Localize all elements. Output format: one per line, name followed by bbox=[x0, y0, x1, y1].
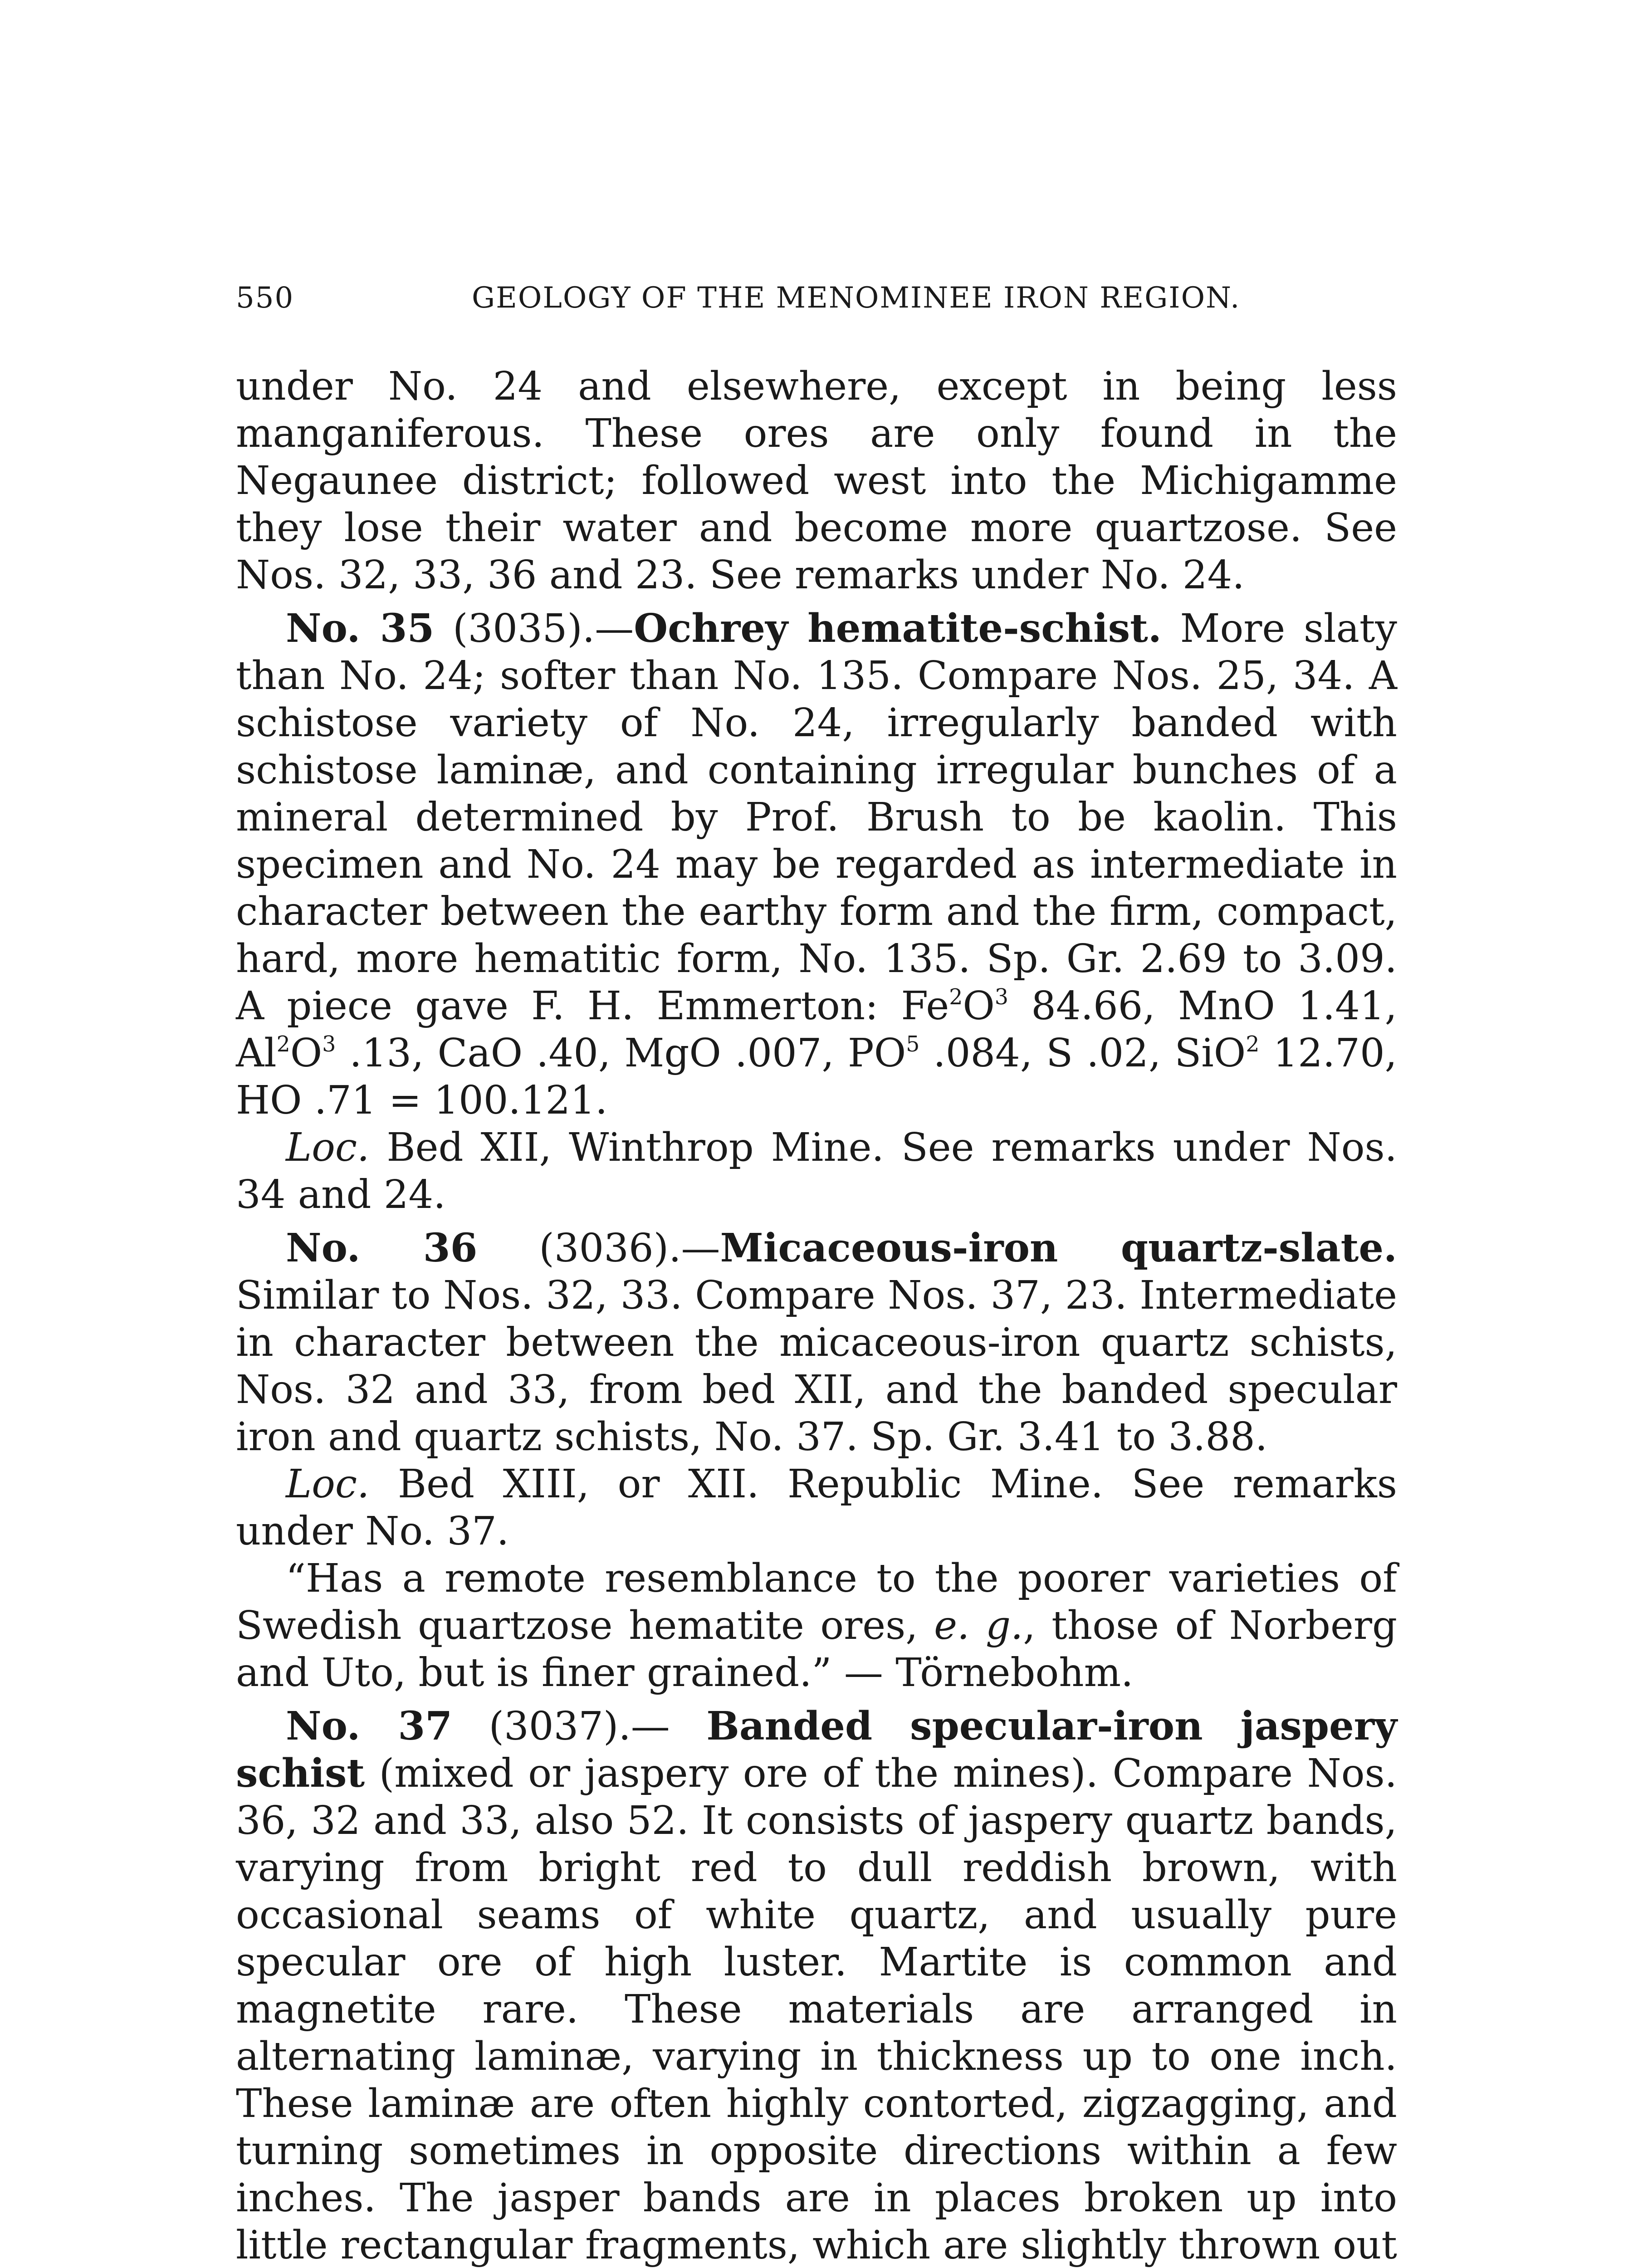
subscript-number: 3 bbox=[322, 1031, 336, 1057]
subscript-number: 5 bbox=[906, 1031, 920, 1057]
entry-number: No. 36 bbox=[286, 1225, 478, 1271]
entry-title: Banded specular-iron jaspery schist bbox=[236, 1703, 1397, 1796]
entry-no-35 bbox=[236, 605, 1397, 1124]
entry-no-37 bbox=[236, 1703, 1397, 2268]
quote-text: , those of Norberg and Uto, but is finer grained.” — Törnebohm. bbox=[236, 1603, 1398, 1696]
formula-text: 84.66, MnO 1.41, Al bbox=[236, 983, 1397, 1076]
subscript-number: 3 bbox=[994, 984, 1008, 1010]
entry-number: No. 35 bbox=[286, 606, 435, 651]
subscript-number: 2 bbox=[949, 984, 963, 1010]
running-title: GEOLOGY OF THE MENOMINEE IRON REGION. bbox=[472, 281, 1241, 315]
page-number: 550 bbox=[236, 281, 294, 315]
locality-text: Bed XII, Winthrop Mine. See remarks under Nos. 34 and 24. bbox=[236, 1125, 1397, 1217]
subscript-number: 2 bbox=[276, 1031, 290, 1057]
locality-text: Bed XIII, or XII. Republic Mine. See remarks under No. 37. bbox=[236, 1461, 1397, 1554]
locality-no-36 bbox=[236, 1461, 1397, 1555]
entry-description: More slaty than No. 24; softer than No. 135. Compare Nos. 25, 34. A schistose variety of No. 24, irregularly banded with schistose laminæ, and containing irregular bunches of a mineral determined by Prof. Brush to be kaolin. This specimen and No. 24 may be regarded as intermediate in character between the earthy form and the firm, compact, hard, more hematitic form, No. 135. Sp. Gr. 2.69 to 3.09. A piece gave F. H. Emmerton: Fe bbox=[236, 606, 1397, 1029]
entry-catalog-id: (3036).— bbox=[477, 1226, 720, 1271]
paragraph-continuation: under No. 24 and elsewhere, except in being less manganiferous. These ores are only found in the Negaunee district; followed west into the Michigamme they lose their water and become more quartzose. See Nos. 32, 33, 36 and 23. See remarks under No. 24. bbox=[236, 364, 1397, 598]
quote-abbreviation: e. g. bbox=[934, 1603, 1023, 1648]
subscript-number: 2 bbox=[1246, 1031, 1260, 1057]
locality-label: Loc. bbox=[286, 1125, 370, 1170]
formula-text: .084, S .02, SiO bbox=[919, 1031, 1246, 1076]
formula-text: .13, CaO .40, MgO .007, PO bbox=[336, 1031, 906, 1076]
entry-title: Micaceous-iron quartz-slate. bbox=[720, 1225, 1397, 1271]
entry-description: Similar to Nos. 32, 33. Compare Nos. 37, 23. Intermediate in character between the micaceous-iron quartz schists, Nos. 32 and 33, from bed XII, and the banded specular iron and quartz schists, No. 37. Sp. Gr. 3.41 to 3.88. bbox=[236, 1273, 1397, 1460]
entry-no-36 bbox=[236, 1225, 1397, 1461]
quotation bbox=[236, 1555, 1397, 1696]
locality-no-35 bbox=[236, 1124, 1397, 1218]
body-text bbox=[236, 363, 1397, 2268]
entry-catalog-id: (3035).— bbox=[434, 606, 634, 651]
formula-text: 12.70, HO .71 = 100.121. bbox=[236, 1031, 1397, 1123]
entry-description: (mixed or jaspery ore of the mines). Compare Nos. 36, 32 and 33, also 52. It consists of jaspery quartz bands, varying from bright red to dull reddish brown, with occasional seams of white quartz, and usually pure specular ore of high luster. Martite is common and magnetite rare. These materials are arranged in alternating laminæ, varying in thickness up to one inch. These laminæ are often highly contorted, zigzagging, and turning sometimes in opposite directions within a few inches. The jasper bands are in places broken up into little rectangular fragments, which are slightly thrown out bbox=[236, 1751, 1397, 2268]
entry-number: No. 37 bbox=[286, 1703, 453, 1749]
formula-text: O bbox=[963, 983, 995, 1029]
entry-title: Ochrey hematite-schist. bbox=[634, 606, 1162, 651]
entry-catalog-id: (3037).— bbox=[452, 1704, 707, 1749]
formula-text: O bbox=[290, 1031, 323, 1076]
quote-text: “Has a remote resemblance to the poorer varieties of Swedish quartzose hematite ores, bbox=[236, 1556, 1397, 1648]
locality-label: Loc. bbox=[286, 1461, 370, 1507]
